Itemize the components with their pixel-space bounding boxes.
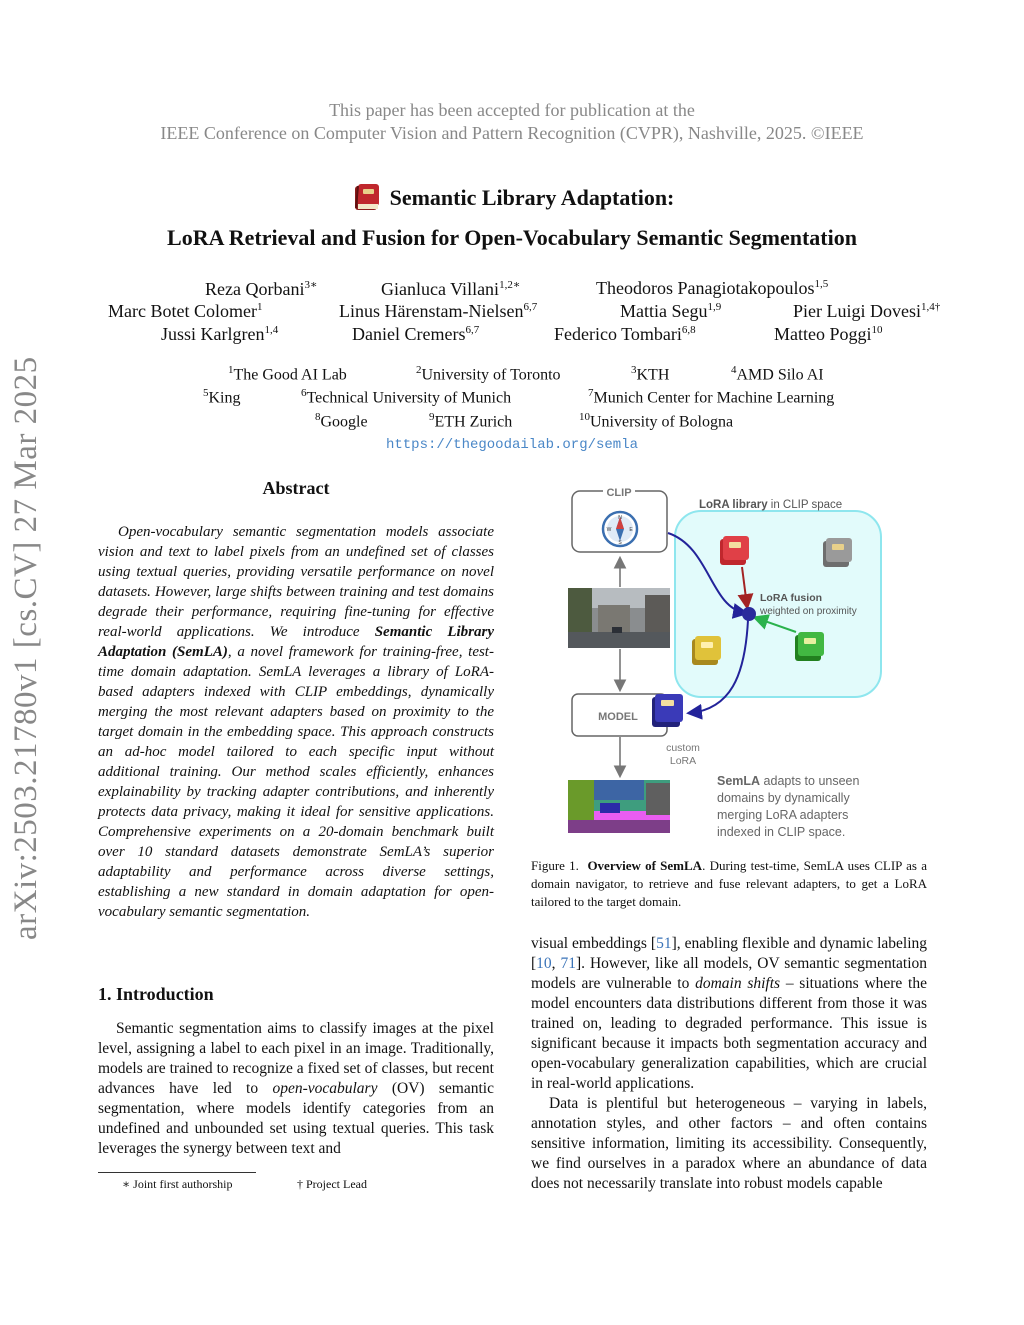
clip-label: CLIP [606, 487, 632, 499]
affiliation: $^5$King [203, 387, 241, 407]
author: Jussi Karlgren$^{1,4}$ [161, 324, 279, 344]
svg-text:indexed in CLIP space.: indexed in CLIP space. [717, 825, 846, 839]
citation-10[interactable]: 10 [536, 955, 552, 972]
figure-1 [560, 487, 900, 842]
compass-icon [603, 512, 637, 546]
author: Marc Botet Colomer$^1$ [108, 301, 263, 321]
right-column-paragraph-1: visual embeddings [51], enabling flexible and dynamic labeling [10, 71]. However, like all models, OV semantic segmentation models are vulnerable to domain shifts – situations where the model encounters data distributions different from those it was trained on, leading to degraded performance. This issue is significant because it impacts both segmentation accuracy and open-vocabulary generalization capabilities, which are crucial in real-world applications. [531, 935, 928, 1092]
acceptance-notice [0, 99, 1024, 145]
author: Daniel Cremers$^{6,7}$ [352, 324, 480, 344]
notice-line-1: This paper has been accepted for publication at the [329, 100, 695, 120]
figure-diagram [560, 487, 900, 842]
affiliation: $^7$Munich Center for Machine Learning [588, 387, 835, 407]
custom-lora-book-blue [652, 694, 683, 727]
arxiv-identifier: arXiv:2503.21780v1 [cs.CV] 27 Mar 2025 [8, 356, 44, 940]
affiliation: $^6$Technical University of Munich [301, 387, 512, 407]
author: Matteo Poggi$^{10}$ [774, 324, 883, 344]
lora-fusion-node [742, 607, 756, 621]
lora-fusion-label: LoRA fusion [760, 592, 823, 604]
citation-71[interactable]: 71 [560, 955, 576, 972]
introduction-heading: 1. Introduction [98, 984, 214, 1004]
author: Gianluca Villani$^{1,2∗}$ [381, 279, 521, 299]
title-line-2: LoRA Retrieval and Fusion for Open-Vocabulary Semantic Segmentation [167, 225, 857, 250]
project-url[interactable]: https://thegoodailab.org/semla [385, 437, 639, 453]
author: Reza Qorbani$^{3∗}$ [205, 279, 318, 299]
author: Federico Tombari$^{6,8}$ [554, 324, 696, 344]
affiliation: $^8$Google [315, 411, 368, 431]
footnote-lead: † Project Lead [297, 1177, 367, 1191]
output-segmentation-image [568, 780, 670, 833]
citation-51[interactable]: 51 [656, 935, 672, 952]
right-column-paragraph-2: Data is plentiful but heterogeneous – varying in labels, annotation styles, and other factors – and often contains sensitive information, limiting its accessibility. Consequently, we find ourselves in a paradox where an abundance of data does not necessarily translate into robust models capable [531, 1095, 927, 1192]
affiliation: $^4$AMD Silo AI [731, 364, 824, 384]
introduction-body: Semantic segmentation aims to classify images at the pixel level, assigning a label to each pixel in an image. Traditionally, models are trained to recognize a fixed set of classes, but recent advances have led to open-vocabulary (OV) semantic segmentation, where models identify categories from an undefined and unbounded set using textual queries. This task leverages the synergy between text and [98, 1020, 494, 1157]
custom-lora-label-2: LoRA [669, 755, 697, 767]
lora-book-red [720, 536, 749, 565]
svg-text:W: W [606, 527, 612, 533]
custom-lora-label: custom [666, 742, 700, 754]
affiliation: $^9$ETH Zurich [429, 411, 513, 431]
title-line-1: Semantic Library Adaptation: [389, 184, 675, 210]
notice-line-2: IEEE Conference on Computer Vision and Pattern Recognition (CVPR), Nashville, 2025. ©IEEE [160, 123, 864, 143]
author: Mattia Segu$^{1,9}$ [620, 301, 722, 321]
author: Linus Härenstam-Nielsen$^{6,7}$ [339, 301, 538, 321]
affiliation: $^{10}$University of Bologna [579, 411, 734, 431]
svg-text:E: E [629, 527, 633, 533]
lora-book-gray [823, 538, 852, 567]
svg-text:N: N [618, 515, 622, 521]
lora-book-green [795, 632, 824, 661]
affiliation: $^1$The Good AI Lab [228, 364, 347, 384]
figure-1-caption: Figure 1. Overview of SemLA. During test-time, SemLA uses CLIP as a domain navigator, to retrieve and fuse relevant adapters, to get a LoRA tailored to the target domain. [531, 858, 928, 909]
book-icon [350, 180, 384, 214]
affiliation: $^2$University of Toronto [416, 364, 561, 384]
abstract-heading: Abstract [262, 478, 330, 498]
svg-text:SemLA adapts to unseen: SemLA adapts to unseen [717, 774, 860, 788]
paper-title [0, 180, 1024, 253]
svg-text:domains by dynamically: domains by dynamically [717, 791, 850, 805]
model-label: MODEL [598, 711, 638, 723]
lora-library-label: LoRA library in CLIP space [699, 499, 843, 511]
author: Pier Luigi Dovesi$^{1,4\dagger}$ [793, 301, 941, 321]
footnote-joint: ∗ Joint first authorship [122, 1177, 233, 1191]
author: Theodoros Panagiotakopoulos$^{1,5}$ [596, 278, 829, 298]
affiliation: $^3$KTH [631, 364, 670, 384]
svg-text:merging LoRA adapters: merging LoRA adapters [717, 808, 849, 822]
input-street-image [568, 588, 670, 648]
lora-book-yellow [692, 636, 721, 665]
svg-text:S: S [618, 540, 622, 546]
lora-fusion-sublabel: weighted on proximity [760, 606, 857, 617]
footnote-rule [98, 1172, 256, 1173]
abstract-body: Open-vocabulary semantic segmentation models associate vision and text to label pixels from an undefined set of classes using textual queries, providing versatile performance on novel datasets. However, large shifts between training and test domains degrade their performance, requiring fine-tuning for effective real-world applications. We introduce Semantic Library Adaptation (SemLA), a novel framework for training-free, test-time domain adaptation. SemLA leverages a library of LoRA-based adapters indexed with CLIP embeddings, dynamically merging the most relevant adapters based on proximity to the target domain in the embedding space. This approach constructs an ad-hoc model tailored to each specific input without additional training. Our method scales efficiently, enhances explainability by tracking adapter contributions, and inherently protects data privacy, making it ideal for sensitive applications. Comprehensive experiments on a 20-domain benchmark built over 10 standard datasets demonstrate SemLA’s superior adaptability and performance across diverse settings, establishing a new standard in domain adaptation for open-vocabulary semantic segmentation. [98, 524, 495, 920]
